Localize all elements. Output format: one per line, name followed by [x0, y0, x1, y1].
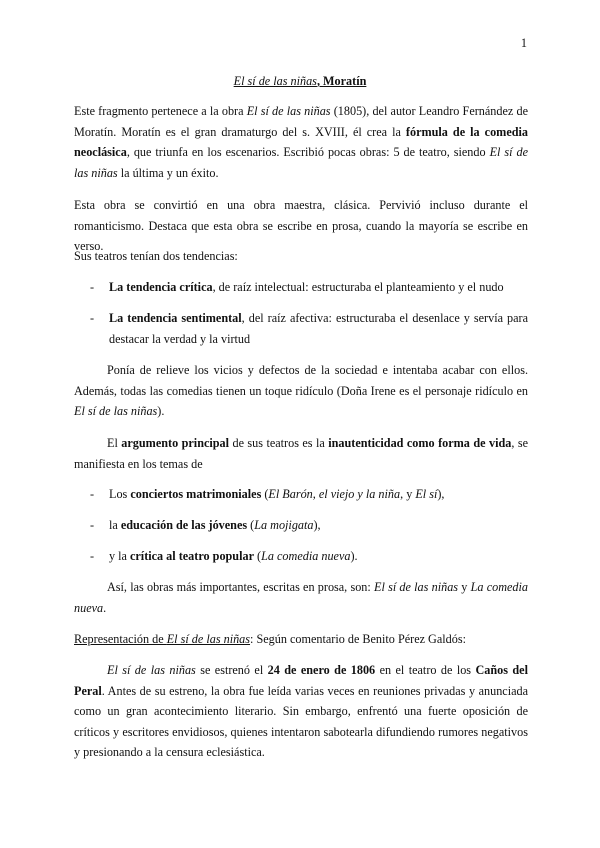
theme-item-3 — [90, 546, 528, 567]
paragraph-7 — [74, 660, 528, 763]
page-number: 1 — [520, 36, 527, 50]
intro-paragraph — [74, 101, 528, 183]
para6-text-2: y — [458, 580, 471, 594]
paragraph-5 — [74, 433, 528, 474]
theme-2-bold: educación de las jóvenes — [120, 518, 248, 532]
para5-text-3: , se manifiesta en los temas de — [74, 436, 528, 471]
para5-bold-2: inautenticidad como forma de vida — [328, 436, 512, 450]
theme-text-1 — [109, 484, 528, 505]
para6-text-3: . — [103, 600, 107, 615]
theme-3-bold: crítica al teatro popular — [129, 549, 254, 563]
representation-heading — [74, 629, 528, 650]
para5-bold-1: argumento principal — [121, 436, 230, 450]
theme-3-pre: y la — [109, 549, 130, 563]
theme-3-work: La comedia nueva — [261, 549, 351, 563]
title-sep: , — [316, 74, 324, 88]
paragraph-2: Esta obra se convirtió en una obra maestra, clásica. Pervivió incluso durante el romanticismo. Destaca que esta obra se escribe en prosa, cuando la mayoría se escribe en verso. — [74, 198, 528, 254]
theme-1-close: ), — [437, 487, 445, 501]
theme-1-work: El Barón, el viejo y la niña — [268, 487, 401, 501]
dash-3: - — [90, 487, 95, 501]
theme-3-open: ( — [253, 549, 262, 563]
tendency-text-2 — [109, 308, 528, 349]
intro-text-1: Este fragmento pertenece a la obra — [74, 104, 247, 118]
theme-1-work-2: El sí — [415, 487, 438, 501]
intro-text-3: , que triunfa en los escenarios. Escribió pocas obras: 5 de teatro, siendo — [126, 145, 490, 160]
premiere-date: 24 de enero de 1806 — [267, 663, 376, 677]
para7-text-2: en el teatro de los — [375, 663, 476, 677]
paragraph-6 — [74, 577, 528, 618]
title-work: El sí de las niñas — [233, 74, 317, 88]
intro-text-2: (1805), del autor Leandro Fernández de Moratín. Moratín es el gran dramaturgo del s. XVIII, él crea la — [74, 104, 528, 139]
paragraph-4 — [74, 360, 528, 422]
tendency-item-sentimental — [90, 308, 528, 349]
theme-1-bold: conciertos matrimoniales — [130, 487, 262, 501]
theme-2-work: La mojigata — [254, 518, 314, 532]
dash-2: - — [90, 311, 95, 325]
tendency-critical-bold: La tendencia crítica — [109, 280, 213, 294]
para5-text-1: El — [107, 436, 122, 450]
intro-work-2: El sí de las niñas — [74, 145, 529, 180]
para6-work-2: La comedia nueva — [74, 580, 528, 615]
para6-work-1: El sí de las niñas — [374, 580, 459, 594]
theme-2-open: ( — [247, 518, 255, 532]
para4-work: El sí de las niñas — [74, 404, 158, 419]
theme-1-mid: , y — [400, 487, 416, 501]
title-author: Moratín — [323, 74, 367, 88]
para5-text-2: de sus teatros es la — [229, 436, 329, 450]
theme-item-2 — [90, 515, 528, 536]
theme-text-3 — [109, 546, 528, 567]
para7-text-1: se estrenó el — [195, 663, 268, 677]
theme-2-close: ), — [313, 518, 321, 532]
representation-rest: : Según comentario de Benito Pérez Galdós: — [250, 632, 466, 646]
tendency-critical-text: , de raíz intelectual: estructuraba el planteamiento y el nudo — [212, 280, 504, 294]
intro-text-4: la última y un éxito. — [117, 165, 219, 180]
tendency-text-1 — [109, 277, 528, 298]
theatre-name: Caños del Peral — [74, 663, 528, 698]
intro-bold: fórmula de la comedia neoclásica — [74, 124, 528, 160]
theme-text-2 — [109, 515, 528, 536]
tendency-sentimental-text: , del raíz afectiva: estructuraba el desenlace y servía para destacar la verdad y la virtud — [109, 311, 528, 346]
theme-1-open: ( — [261, 487, 269, 501]
document-title — [0, 74, 600, 89]
dash-5: - — [90, 549, 95, 563]
para4-text-2: ). — [157, 404, 165, 419]
representation-work: El sí de las niñas — [166, 632, 251, 646]
dash-1: - — [90, 280, 95, 294]
para4-text-1: Ponía de relieve los vicios y defectos de la sociedad e intentaba acabar con ellos. Además, todas las comedias tienen un toque ridículo (Doña Irene es el personaje ridículo en — [74, 363, 528, 398]
tendency-item-critical — [90, 277, 528, 298]
theme-3-close: ). — [350, 549, 358, 563]
paragraph-3: Sus teatros tenían dos tendencias: — [74, 249, 238, 263]
para7-work: El sí de las niñas — [107, 663, 196, 677]
theme-2-pre: la — [109, 518, 121, 532]
dash-4: - — [90, 518, 95, 532]
representation-label: Representación de — [74, 632, 167, 646]
intro-work: El sí de las niñas — [246, 104, 331, 118]
para6-text-1: Así, las obras más importantes, escritas en prosa, son: — [107, 580, 375, 594]
tendency-sentimental-bold: La tendencia sentimental — [109, 311, 242, 325]
para7-text-3: . Antes de su estreno, la obra fue leída varias veces en reuniones privadas y anunciada como un gran acontecimiento literario. Sin embargo, enfrentó una fuerte oposición de críticos y escritores envidiosos, quienes intentaron sabotearla difundiendo rumores negativos y presionando a la censura eclesiástica. — [74, 683, 528, 760]
theme-item-1 — [90, 484, 528, 505]
theme-1-pre: Los — [109, 487, 131, 501]
